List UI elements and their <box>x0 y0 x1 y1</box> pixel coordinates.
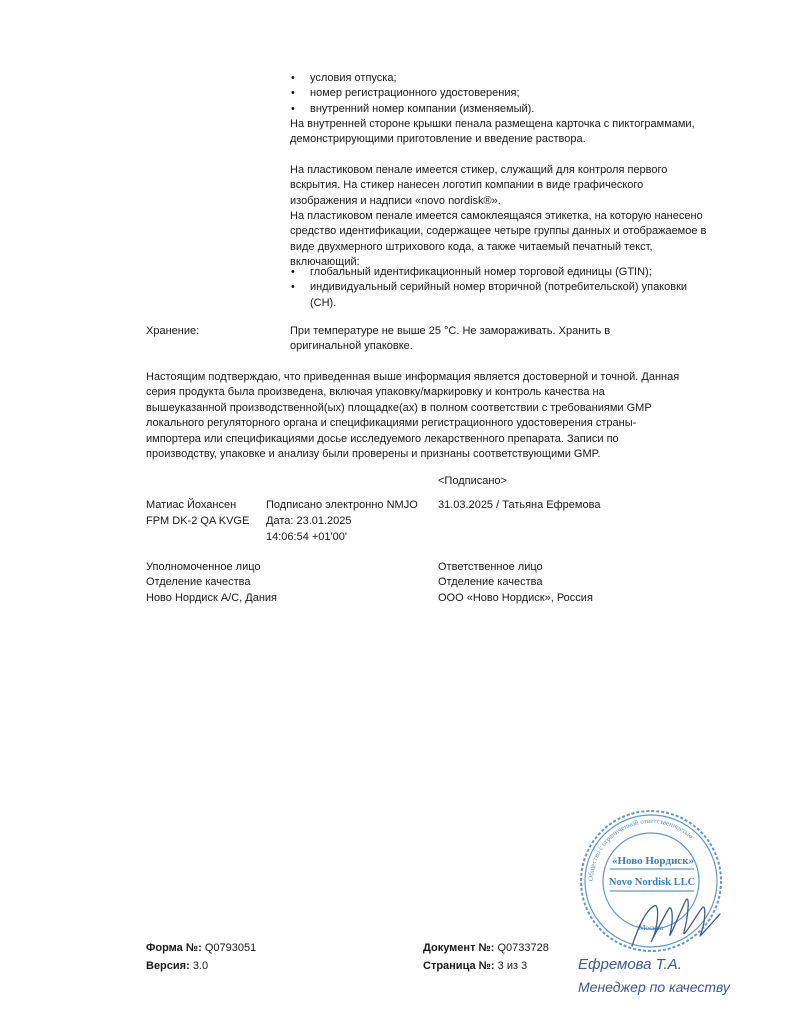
footer-doc-label: Документ №: <box>423 942 495 954</box>
storage-text: При температуре не выше 25 °С. Не замораживать. Хранить в оригинальной упаковке. <box>290 325 611 353</box>
signer1-time: 14:06:54 +01'00' <box>266 531 347 543</box>
storage-label: Хранение: <box>146 325 200 337</box>
role-line: Ответственное лицо <box>438 561 543 573</box>
paragraph-label: На пластиковом пенале имеется самоклеящаяся этикетка, на которую нанесено средство идентификации, содержащее четыре группы данных и отображаемое в виде двухмерного штрихового кода, а также читаемый печатный текст, включающий: <box>290 210 707 269</box>
signer1-esign: Подписано электронно NMJO <box>266 499 418 511</box>
signer1-date: Дата: 23.01.2025 <box>266 515 352 527</box>
footer-version <box>146 959 208 974</box>
role-line: Отделение качества <box>146 576 251 589</box>
role-line: Отделение качества <box>438 576 543 589</box>
footer-form-value: Q0793051 <box>204 942 257 954</box>
confirmation-paragraph: Настоящим подтверждаю, что приведенная выше информация является достоверной и точной. Данная серия продукта была произведена, включая упаковку/маркировку и контроль качества на вышеуказанной производственной(ых) площадке(ах) в полном соответствии с требованиями GMP локального регуляторного органа и спецификациями регистрационного удостоверения страны-импортера или спецификациями досье исследуемого лекарственного препарата. Записи по производству, упаковке и анализу были проверены и признаны соответствующими GMP. <box>146 371 680 461</box>
signer1-name: Матиас Йохансен <box>146 499 237 511</box>
paragraph-sticker: На пластиковом пенале имеется стикер, служащий для контроля первого вскрытия. На стикер нанесен логотип компании в виде графического изображения и надписи «novo nordisk®». <box>290 164 668 207</box>
footer-version-label: Версия: <box>146 960 190 972</box>
handwritten-title: Менеджер по качеству <box>578 979 730 995</box>
bullet-list-label <box>288 265 708 311</box>
authorized-person-block <box>146 560 277 606</box>
handwritten-name: Ефремова Т.А. <box>578 956 682 973</box>
paragraph-card: На внутренней стороне крышки пенала размещена карточка с пиктограммами, демонстрирующими приготовление и введение раствора. <box>290 118 695 146</box>
stamp-city: Москва <box>638 923 664 932</box>
stamp-line2: Novo Nordisk LLC <box>608 877 696 888</box>
footer-doc-value: Q0733728 <box>497 942 549 954</box>
signer1-code: FPM DK-2 QA KVGE <box>146 515 250 527</box>
footer-form-label: Форма №: <box>146 942 202 954</box>
signer2-line: 31.03.2025 / Татьяна Ефремова <box>438 499 601 511</box>
footer-version-value: 3.0 <box>192 960 209 972</box>
handwritten-signature <box>624 888 724 958</box>
bullet-item: • глобальный идентификационный номер торговой единицы (GTIN); <box>288 265 708 280</box>
bullet-item: • условия отпуска; <box>288 71 708 86</box>
role-line: Ново Нордиск А/С, Дания <box>146 591 278 604</box>
stamp-ring-text: Общество с ограниченной ответственностью <box>586 816 695 882</box>
footer-page <box>423 959 527 974</box>
bullet-item: • номер регистрационного удостоверения; <box>288 86 708 101</box>
bullet-item: • индивидуальный серийный номер вторичной (потребительской) упаковки (CH). <box>288 280 708 311</box>
bullet-list-top <box>288 71 708 117</box>
role-line: ООО «Ново Нордиск», Россия <box>438 591 593 604</box>
responsible-person-block <box>438 560 593 606</box>
footer-page-value: 3 из 3 <box>497 960 528 972</box>
footer-form <box>146 941 256 956</box>
footer-page-label: Страница №: <box>423 960 495 972</box>
stamp-line1: «Ново Нордиск» <box>611 855 695 867</box>
bullet-item: • внутренний номер компании (изменяемый). <box>288 102 708 117</box>
footer-document <box>423 941 549 956</box>
role-line: Уполномоченное лицо <box>146 561 261 573</box>
signed-marker: <Подписано> <box>438 475 507 487</box>
